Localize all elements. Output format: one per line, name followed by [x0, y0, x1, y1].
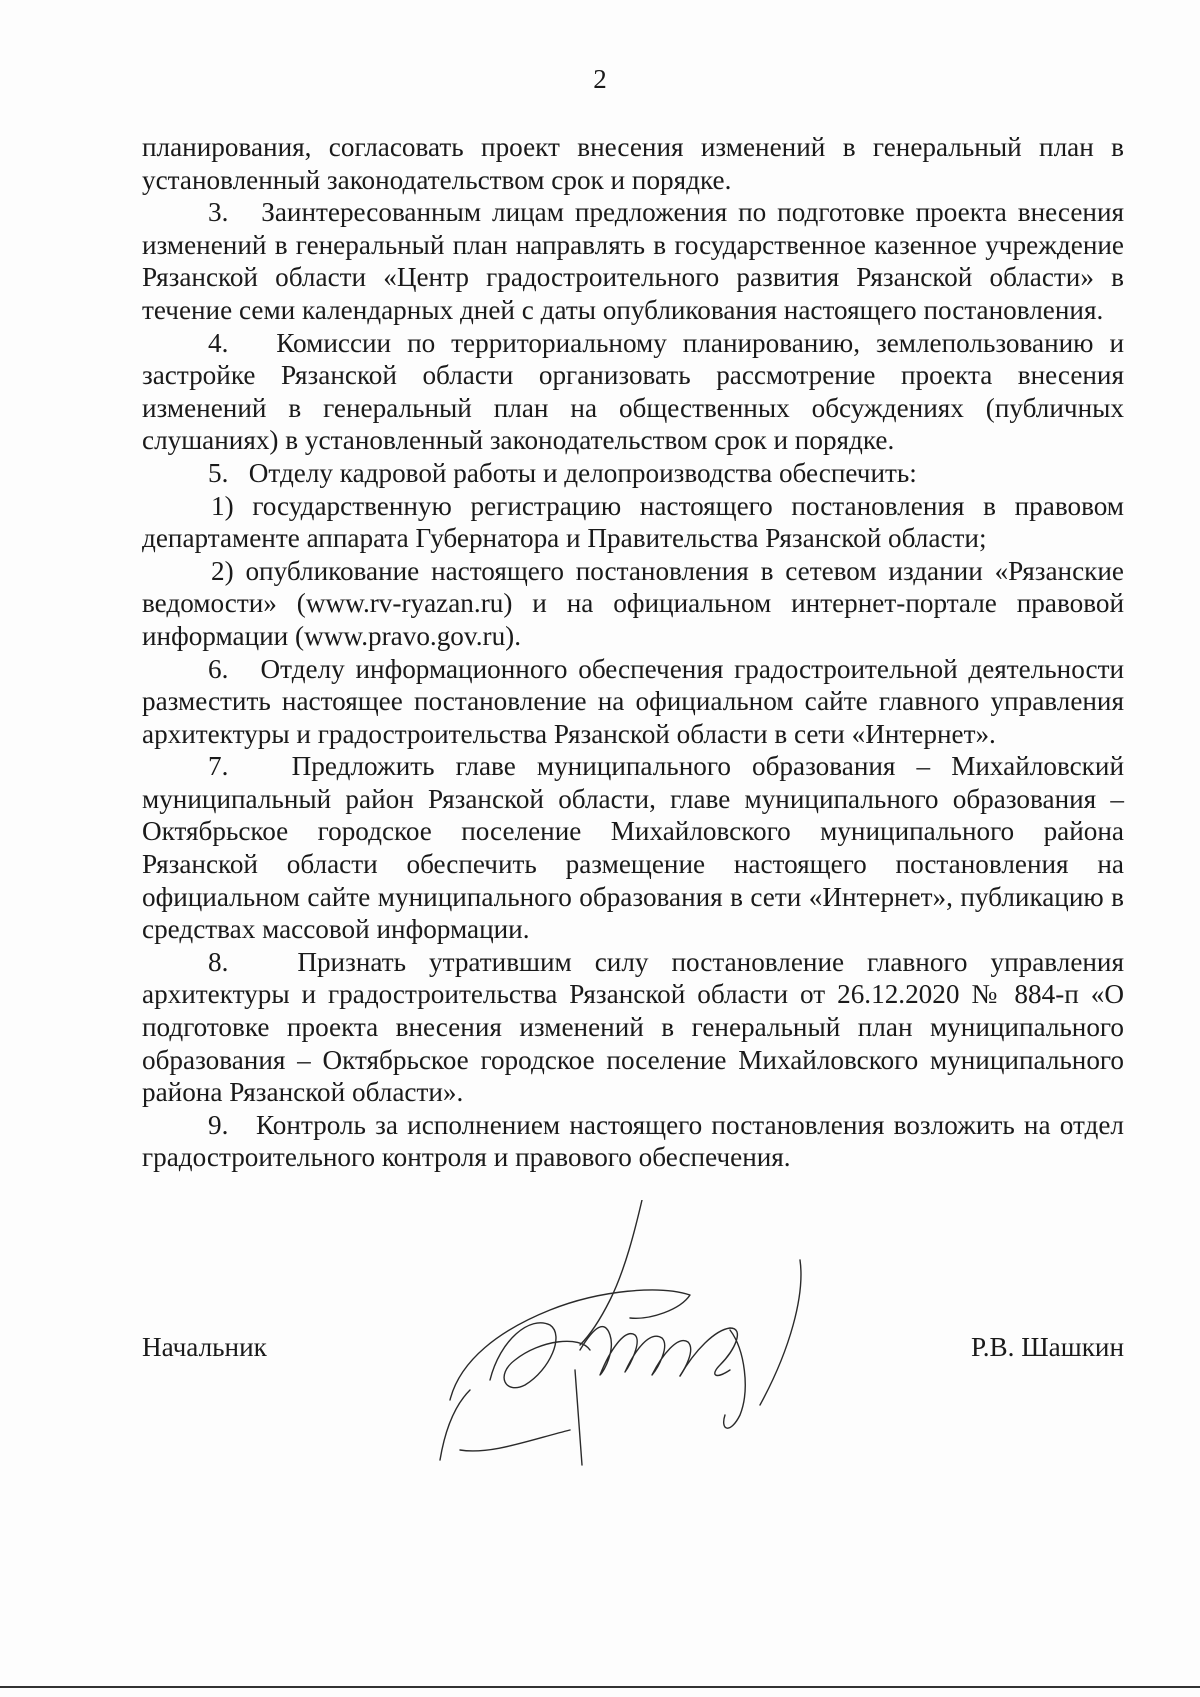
paragraph-4: 4. Комиссии по территориальному планированию, землепользованию и застройке Рязанской области организовать рассмотрение проекта внесения изменений в генеральный план на общественных обсуждениях (публичных слушаниях) в установленный законодательством срок и порядке.: [142, 327, 1124, 456]
bottom-edge-line: [0, 1686, 1200, 1688]
paragraph-6: 6. Отделу информационного обеспечения градостроительной деятельности разместить настоящее постановление на официальном сайте главного управления архитектуры и градостроительства Рязанской области в сети «Интернет».: [142, 653, 1124, 749]
signatory-name: Р.В. Шашкин: [971, 1332, 1124, 1362]
document-body: [142, 131, 1124, 1174]
page-number: 2: [593, 64, 607, 94]
paragraph-9: 9. Контроль за исполнением настоящего постановления возложить на отдел градостроительного контроля и правового обеспечения.: [142, 1109, 1124, 1173]
paragraph-3: 3. Заинтересованным лицам предложения по подготовке проекта внесения изменений в генеральный план направлять в государственное казенное учреждение Рязанской области «Центр градостроительного развития Рязанской области» в течение семи календарных дней с даты опубликования настоящего постановления.: [142, 197, 1124, 325]
paragraph-5-item-2: 2) опубликование настоящего постановления в сетевом издании «Рязанские ведомости» (www.rv-ryazan.ru) и на официальном интернет-портале правовой информации (www.pravo.gov.ru).: [142, 555, 1124, 651]
paragraph-8: 8. Признать утратившим силу постановление главного управления архитектуры и градостроительства Рязанской области от 26.12.2020 № 884-п «О подготовке проекта внесения изменений в генеральный план муниципального образования – Октябрьское городское поселение Михайловского муниципального района Рязанской области».: [142, 946, 1124, 1108]
paragraph-continuation: планирования, согласовать проект внесения изменений в генеральный план в установленный законодательством срок и порядке.: [142, 132, 1124, 195]
signature-block: [142, 1332, 1124, 1372]
paragraph-7: 7. Предложить главе муниципального образования – Михайловский муниципальный район Рязанской области, главе муниципального образования – Октябрьское городское поселение Михайловского муниципального района Рязанской области обеспечить размещение настоящего постановления на официальном сайте муниципального образования в сети «Интернет», публикацию в средствах массовой информации.: [142, 751, 1124, 945]
signatory-title: Начальник: [142, 1332, 267, 1362]
paragraph-5: 5. Отделу кадровой работы и делопроизводства обеспечить:: [208, 457, 917, 488]
paragraph-5-item-1: 1) государственную регистрацию настоящего постановления в правовом департаменте аппарата Губернатора и Правительства Рязанской области;: [142, 490, 1124, 554]
